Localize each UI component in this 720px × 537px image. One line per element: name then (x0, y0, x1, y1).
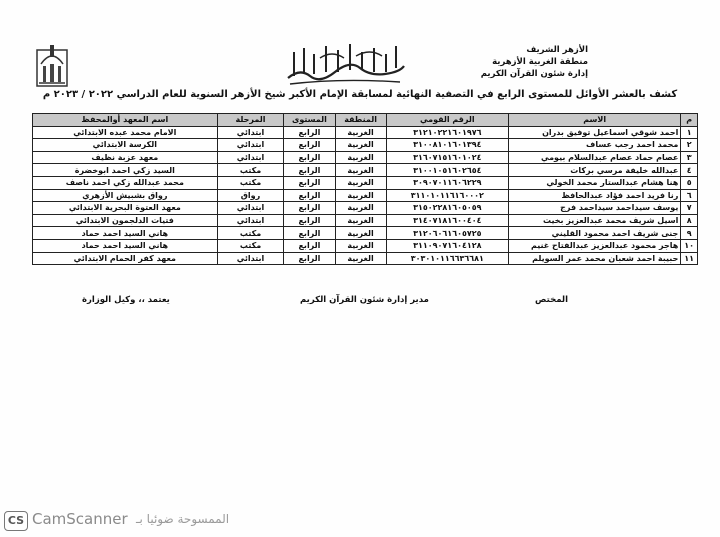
table-row (33, 126, 698, 139)
cell-stage: ابتدائي (217, 139, 284, 152)
cell-level: الرابع (284, 202, 335, 215)
camscanner-logo-icon: CS (4, 511, 28, 531)
cell-national-id: ٣١١٠٩٠٧١٦٠٤١٢٨ (386, 239, 508, 252)
table-row (33, 176, 698, 189)
cell-level: الرابع (284, 151, 335, 164)
cell-level: الرابع (284, 139, 335, 152)
cell-national-id: ٣١٠٠١٠٥١٦٠٢٦٥٤ (386, 164, 508, 177)
institution-header (418, 44, 588, 80)
cell-number: ٢ (681, 139, 698, 152)
cell-institute: الامام محمد عبده الابتدائي (33, 126, 218, 139)
table-row (33, 239, 698, 252)
cell-level: الرابع (284, 176, 335, 189)
cell-region: الغربية (335, 202, 386, 215)
col-header-number: م (681, 114, 698, 127)
cell-national-id: ٣١٤٠٧١٨١٦٠٠٤٠٤ (386, 214, 508, 227)
cell-stage: ابتدائي (217, 252, 284, 265)
cell-institute: السيد زكي احمد ابوخضرة (33, 164, 218, 177)
cell-number: ١١ (681, 252, 698, 265)
cell-stage: ابتدائي (217, 151, 284, 164)
cell-name: احمد شوقي اسماعيل توفيق بدران (508, 126, 680, 139)
camscanner-brand: CamScanner (32, 510, 128, 528)
cell-institute: الكرسة الابتدائي (33, 139, 218, 152)
cell-name: اسيل شريف محمد عبدالعزيز بخيت (508, 214, 680, 227)
cell-number: ٧ (681, 202, 698, 215)
header-line-region: منطقة الغربية الأزهرية (492, 57, 588, 67)
cell-institute: معهد كفر الحمام الابتدائي (33, 252, 218, 265)
camscanner-arabic-label: الممسوحة ضوئيا بـ (136, 512, 230, 526)
table-header-row (33, 114, 698, 127)
cell-national-id: ٣١٠٠٨١٠١٦٠١٣٩٤ (386, 139, 508, 152)
cell-level: الرابع (284, 214, 335, 227)
table-row (33, 227, 698, 240)
cell-level: الرابع (284, 239, 335, 252)
cell-national-id: ٣١١٠١٠١١٦١٦٠٠٠٢ (386, 189, 508, 202)
cell-national-id: ٣١٢٠٦٠٦١٦٠٥٧٢٥ (386, 227, 508, 240)
cell-national-id: ٣١٢١٠٢٢١٦٠١٩٧٦ (386, 126, 508, 139)
cell-stage: مكتب (217, 164, 284, 177)
cell-level: الرابع (284, 252, 335, 265)
cell-region: الغربية (335, 151, 386, 164)
col-header-level: المستوى (284, 114, 335, 127)
document-title: كشف بالعشر الأوائل للمستوى الرابع في التصفية النهائية لمسابقة الإمام الأكبر شيخ الأزهر السنوية للعام الدراسي ٢٠٢٢ / ٢٠٢٣ م (42, 89, 678, 100)
cell-name: عبدالله خليفة مرسي بركات (508, 164, 680, 177)
cell-name: هاجر محمود عبدالعزيز عبدالفتاح غنيم (508, 239, 680, 252)
cell-name: عصام حماد عصام عبدالسلام بيومي (508, 151, 680, 164)
cell-institute: معهد العتوة البحرية الابتدائي (33, 202, 218, 215)
table-row (33, 139, 698, 152)
signature-undersecretary: يعتمد ،، وكيل الوزارة (82, 295, 170, 305)
cell-national-id: ٣٠٩٠٧٠١١٦٠٦٢٢٩ (386, 176, 508, 189)
cell-stage: ابتدائي (217, 202, 284, 215)
cell-national-id: ٣٠٣٠١٠١١٦٦٣٦٦٨١ (386, 252, 508, 265)
cell-region: الغربية (335, 227, 386, 240)
cell-level: الرابع (284, 164, 335, 177)
cell-name: يوسف سيداحمد سيداحمد فرج (508, 202, 680, 215)
camscanner-watermark (4, 508, 304, 532)
cell-number: ٥ (681, 176, 698, 189)
cell-number: ٤ (681, 164, 698, 177)
cell-stage: ابتدائي (217, 126, 284, 139)
cell-level: الرابع (284, 227, 335, 240)
bismillah-calligraphy (280, 38, 410, 88)
cell-number: ٦ (681, 189, 698, 202)
cell-region: الغربية (335, 252, 386, 265)
cell-institute: هاني السيد احمد حماد (33, 227, 218, 240)
cell-number: ٨ (681, 214, 698, 227)
cell-name: حبيبة احمد شعبان محمد عمر السويلم (508, 252, 680, 265)
header-line-department: إدارة شئون القرآن الكريم (480, 69, 588, 79)
cell-institute: هاني السيد احمد حماد (33, 239, 218, 252)
table-row (33, 202, 698, 215)
cell-number: ٣ (681, 151, 698, 164)
table-row (33, 151, 698, 164)
cell-number: ٩ (681, 227, 698, 240)
cell-number: ١٠ (681, 239, 698, 252)
cell-level: الرابع (284, 189, 335, 202)
cell-stage: مكتب (217, 227, 284, 240)
cell-institute: رواق بشبيش الأزهري (33, 189, 218, 202)
cell-region: الغربية (335, 214, 386, 227)
col-header-national-id: الرقم القومي (386, 114, 508, 127)
table-row (33, 252, 698, 265)
table-row (33, 164, 698, 177)
cell-level: الرابع (284, 126, 335, 139)
cell-stage: رواق (217, 189, 284, 202)
cell-stage: مكتب (217, 239, 284, 252)
cell-stage: ابتدائي (217, 214, 284, 227)
signature-specialist: المختص (535, 295, 568, 305)
signature-department-director: مدير إدارة شئون القرآن الكريم (300, 295, 429, 305)
col-header-institute: اسم المعهد أوالمحفظ (33, 114, 218, 127)
cell-region: الغربية (335, 126, 386, 139)
cell-national-id: ٣١٦٠٧١٥١٦٠١٠٢٤ (386, 151, 508, 164)
cell-institute: محمد عبدالله زكي احمد ناصف (33, 176, 218, 189)
cell-institute: فتيات الدلجمون الابتدائي (33, 214, 218, 227)
cell-institute: معهد عزبة نظيف (33, 151, 218, 164)
results-table (32, 113, 698, 265)
cell-number: ١ (681, 126, 698, 139)
cell-stage: مكتب (217, 176, 284, 189)
cell-region: الغربية (335, 239, 386, 252)
table-row (33, 189, 698, 202)
col-header-name: الاسم (508, 114, 680, 127)
header-line-azhar: الأزهر الشريف (526, 45, 588, 55)
col-header-stage: المرحلة (217, 114, 284, 127)
cell-name: محمد احمد رجب عساف (508, 139, 680, 152)
cell-name: رنا فريد احمد فؤاد عبدالحافظ (508, 189, 680, 202)
table-row (33, 214, 698, 227)
cell-name: هنا هشام عبدالستار محمد الخولي (508, 176, 680, 189)
cell-region: الغربية (335, 176, 386, 189)
cell-region: الغربية (335, 139, 386, 152)
cell-national-id: ٣١٥٠٢٢٨١٦٠٥٠٥٩ (386, 202, 508, 215)
cell-name: جنى شريف احمد محمود القليني (508, 227, 680, 240)
cell-region: الغربية (335, 164, 386, 177)
col-header-region: المنطقة (335, 114, 386, 127)
azhar-logo-icon (35, 44, 69, 88)
cell-region: الغربية (335, 189, 386, 202)
